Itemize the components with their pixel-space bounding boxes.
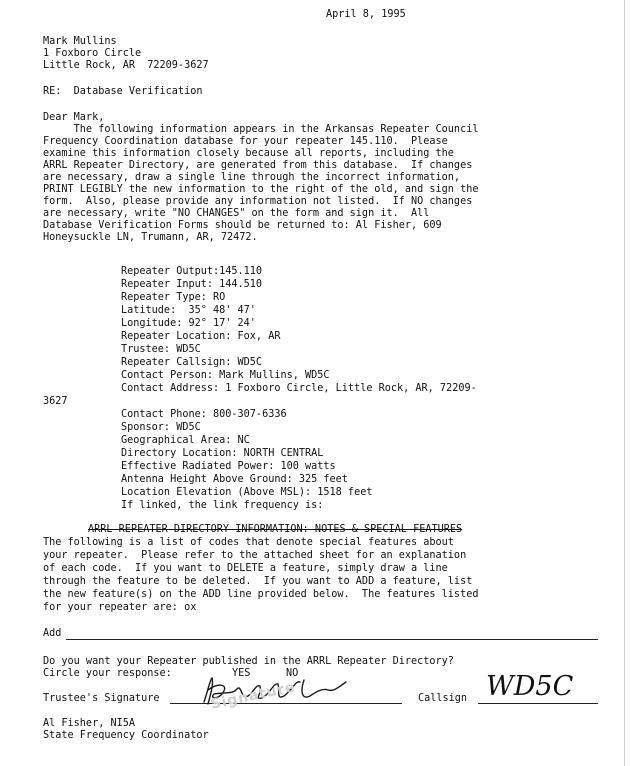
circle-response-label: Circle your response: [43,668,172,679]
intro-line: Honeysuckle LN, Trumann, AR, 72472. [43,232,258,243]
field-repeater-input: Repeater Input: 144.510 [121,279,263,290]
features-line: through the feature to be deleted. If you want to ADD a feature, list [43,576,473,587]
callsign-label: Callsign [418,693,468,704]
intro-line: examine this information closely because all reports, including the [43,148,454,159]
intro-line: The following information appears in the Arkansas Repeater Council [43,124,479,135]
field-location-elevation: Location Elevation (Above MSL): 1518 feet [121,487,373,498]
field-trustee: Trustee: WD5C [121,344,201,355]
features-line: for your repeater are: ox [43,602,197,613]
addressee-name: Mark Mullins [43,36,117,47]
field-geographical-area: Geographical Area: NC [121,435,250,446]
handwritten-callsign: WD5C [486,671,574,702]
subject-line: RE: Database Verification [43,86,203,97]
field-link-frequency: If linked, the link frequency is: [121,500,324,511]
field-sponsor: Sponsor: WD5C [121,422,201,433]
field-longitude: Longitude: 92° 17' 24' [121,318,256,329]
intro-line: ARRL Repeater Directory, are generated from this database. If changes [43,160,473,171]
letter-date: April 8, 1995 [326,9,406,20]
intro-line: are necessary, draw a single line through the incorrect information, [43,172,461,183]
field-directory-location: Directory Location: NORTH CENTRAL [121,448,324,459]
features-line: The following is a list of codes that denote special features about [43,537,454,548]
no-option[interactable]: NO [286,668,299,679]
field-repeater-callsign: Repeater Callsign: WD5C [121,357,263,368]
field-repeater-location: Repeater Location: Fox, AR [121,331,281,342]
field-contact-address-continued: 3627 [43,396,68,407]
closing-title: State Frequency Coordinator [43,730,209,741]
addressee-city: Little Rock, AR 72209-3627 [43,60,209,71]
features-line: the new feature(s) on the ADD line provided below. The features listed [43,589,479,600]
intro-line: Database Verification Forms should be returned to: Al Fisher, 609 [43,220,442,231]
field-contact-phone: Contact Phone: 800-307-6336 [121,409,287,420]
closing-name: Al Fisher, NI5A [43,718,136,729]
trustee-signature-label: Trustee's Signature [43,693,160,704]
intro-line: are necessary, write "NO CHANGES" on the form and sign it. All [43,208,430,219]
features-line: of each code. If you want to DELETE a feature, simply draw a line [43,563,448,574]
struck-features-heading: ARRL REPEATER DIRECTORY INFORMATION: NOTES & SPECIAL FEATURES [88,524,463,535]
field-latitude: Latitude: 35° 48' 47' [121,305,256,316]
field-repeater-output: Repeater Output:145.110 [121,266,263,277]
addressee-street: 1 Foxboro Circle [43,48,142,59]
salutation: Dear Mark, [43,112,105,123]
intro-line: form. Also, please provide any information not listed. If NO changes [43,196,473,207]
yes-option[interactable]: YES [232,668,251,679]
intro-line: Frequency Coordination database for your repeater 145.110. Please [43,136,448,147]
field-repeater-type: Repeater Type: RO [121,292,226,303]
intro-line: PRINT LEGIBLY the new information to the right of the old, and sign the [43,184,479,195]
field-contact-person: Contact Person: Mark Mullins, WD5C [121,370,330,381]
field-erp: Effective Radiated Power: 100 watts [121,461,336,472]
callsign-line[interactable] [478,703,598,704]
field-antenna-height: Antenna Height Above Ground: 325 feet [121,474,348,485]
add-line[interactable] [66,639,598,640]
features-line: your repeater. Please refer to the attached sheet for an explanation [43,550,467,561]
publish-question: Do you want your Repeater published in the ARRL Repeater Directory? [43,656,454,667]
add-label: Add [43,628,62,639]
field-contact-address: Contact Address: 1 Foxboro Circle, Little Rock, AR, 72209- [121,383,477,394]
scan-edge [624,0,625,766]
signature-stamp: Signature [209,679,298,713]
